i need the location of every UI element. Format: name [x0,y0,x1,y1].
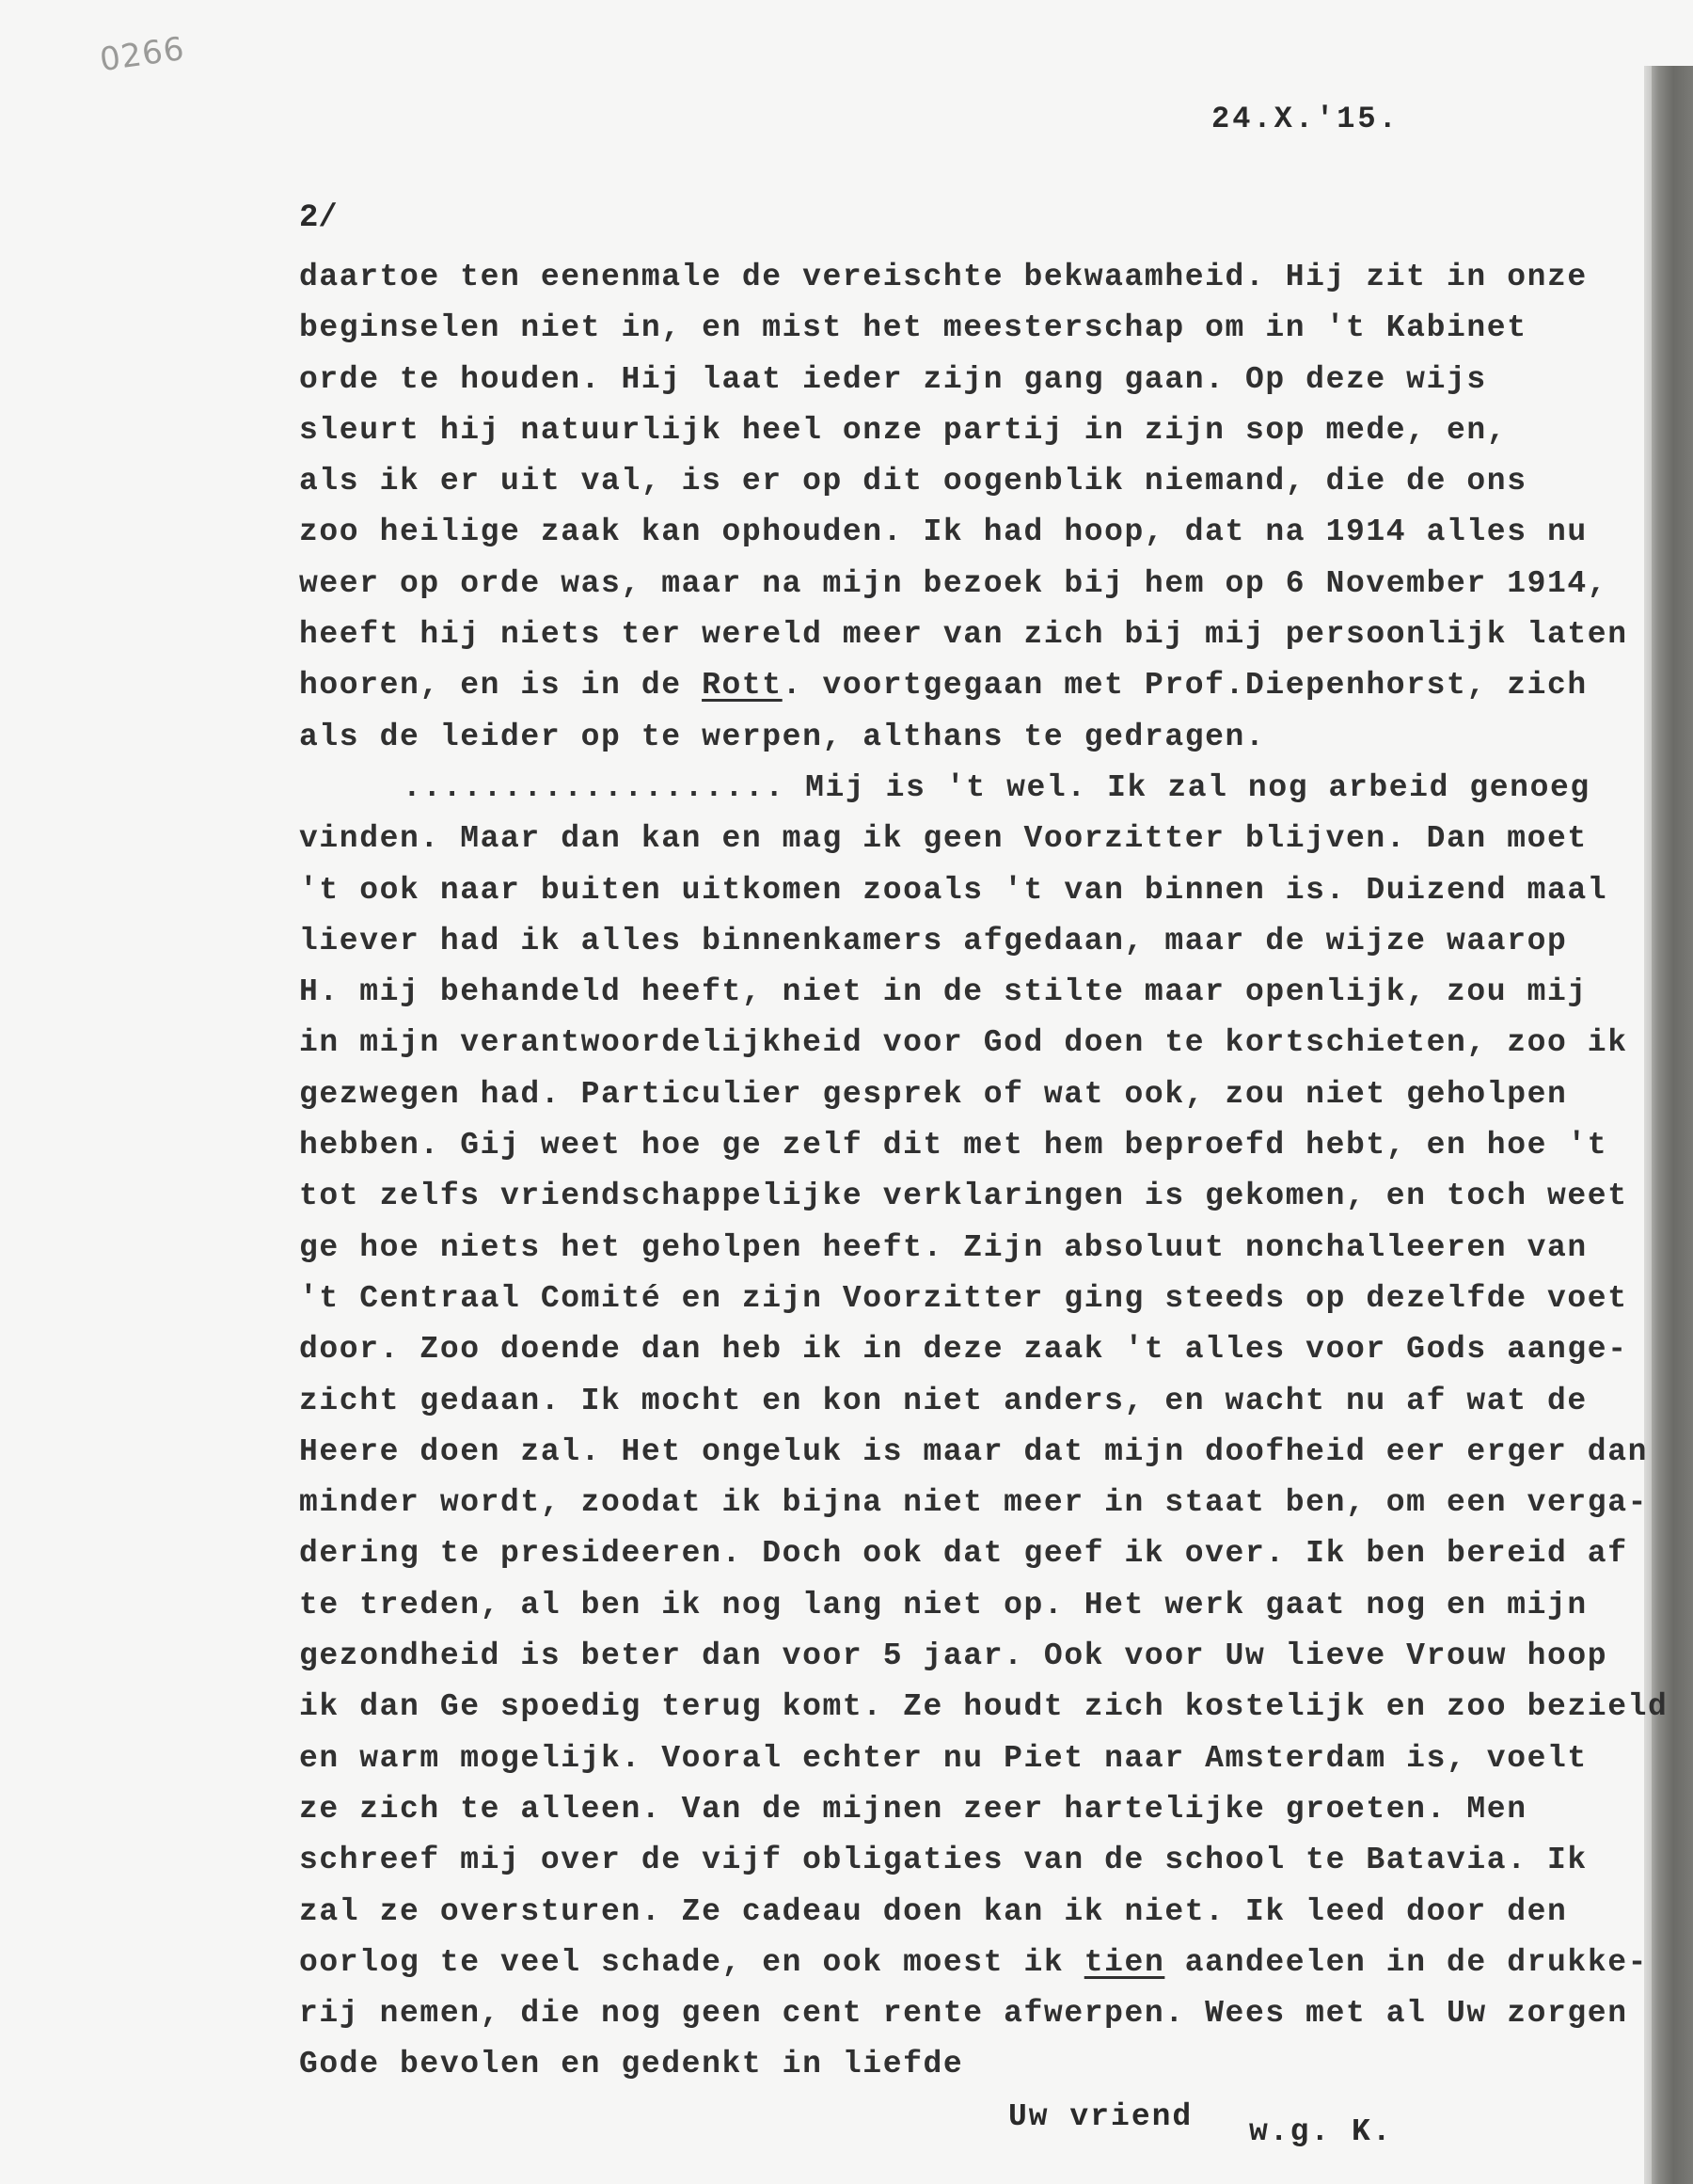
text-line [299,967,1653,1018]
text-line-content: liever had ik alles binnenkamers afgedaan, maar de wijze waarop [299,923,1568,958]
text-line [299,1631,1653,1682]
text-line [299,559,1653,609]
text-line [299,660,1653,711]
archive-number: 0266 [97,29,187,80]
text-line-content: 't Centraal Comité en zijn Voorzitter ging steeds op dezelfde voet [299,1280,1628,1316]
text-line-content: weer op orde was, maar na mijn bezoek bij hem op 6 November 1914, [299,565,1608,601]
text-line-content: in mijn verantwoordelijkheid voor God doen te kortschieten, zoo ik [299,1025,1628,1061]
underlined-word: tien [1084,1944,1165,1980]
text-line [299,456,1653,507]
text-line-content: orde te houden. Hij laat ieder zijn gang gaan. Op deze wijs [299,361,1487,397]
text-line-content: rij nemen, die nog geen cent rente afwerpen. Wees met al Uw zorgen [299,1996,1628,2032]
text-line [299,1887,1653,1938]
text-line-content: Heere doen zal. Het ongeluk is maar dat mijn doofheid eer erger dan [299,1433,1649,1469]
text-line [299,1274,1653,1324]
text-line [299,1324,1653,1375]
text-line-content: gezwegen had. Particulier gesprek of wat ook, zou niet geholpen [299,1076,1568,1112]
text-line-content: ge hoe niets het geholpen heeft. Zijn absoluut nonchalleeren van [299,1229,1588,1265]
text-line [299,865,1653,916]
text-line [299,1784,1653,1835]
text-line-content: tot zelfs vriendschappelijke verklaringen is gekomen, en toch weet [299,1179,1628,1214]
text-line-content: en warm mogelijk. Vooral echter nu Piet naar Amsterdam is, voelt [299,1740,1588,1776]
text-line [299,1069,1653,1120]
text-line-content: hooren, en is in de [299,668,703,704]
text-line [299,1580,1653,1631]
text-line-content: minder wordt, zoodat ik bijna niet meer in staat ben, om een verga- [299,1485,1649,1521]
text-line-content: sleurt hij natuurlijk heel onze partij in zijn sop mede, en, [299,412,1508,448]
text-line [299,916,1653,967]
text-line [299,1120,1653,1171]
text-line [299,609,1653,660]
text-line-content: gezondheid is beter dan voor 5 jaar. Ook voor Uw lieve Vrouw hoop [299,1638,1608,1674]
text-line-content: ze zich te alleen. Van de mijnen zeer hartelijke groeten. Men [299,1791,1527,1827]
text-line [299,1171,1653,1222]
text-line-content: hebben. Gij weet hoe ge zelf dit met hem beproefd hebt, en hoe 't [299,1128,1608,1163]
text-line [299,2039,1653,2090]
text-line-content: te treden, al ben ik nog lang niet op. Het werk gaat nog en mijn [299,1587,1588,1622]
text-line-content: 't ook naar buiten uitkomen zooals 't van binnen is. Duizend maal [299,872,1608,908]
text-line [299,355,1653,405]
text-line-content: ................... Mij is 't wel. Ik zal nog arbeid genoeg [403,769,1590,805]
text-line [299,303,1653,354]
text-line [299,1528,1653,1579]
text-line-content: oorlog te veel schade, en ook moest ik [299,1944,1084,1980]
text-line [299,712,1653,763]
text-line-content: daartoe ten eenenmale de vereischte bekwaamheid. Hij zit in onze [299,260,1588,294]
text-line-continuation: . voortgegaan met Prof.Diepenhorst, zich [782,668,1588,704]
text-line-content: vinden. Maar dan kan en mag ik geen Voorzitter blijven. Dan moet [299,821,1588,857]
page-number: 2/ [299,200,338,236]
letter-body [299,252,1669,2091]
text-line [299,1427,1653,1478]
text-line-content: als de leider op te werpen, althans te gedragen. [299,719,1266,754]
letter-date: 24.X.'15. [1211,102,1400,136]
text-line [299,1682,1669,1733]
text-line-content: schreef mij over de vijf obligaties van de school te Batavia. Ik [299,1843,1588,1878]
signature: w.g. K. [1249,2114,1393,2149]
text-line-content: zoo heilige zaak kan ophouden. Ik had hoop, dat na 1914 alles nu [299,514,1588,550]
text-line-continuation: aandeelen in de drukke- [1164,1944,1649,1980]
text-line [299,1376,1653,1427]
text-line-content: beginselen niet in, en mist het meesterschap om in 't Kabinet [299,310,1527,346]
text-line [299,507,1653,558]
text-line-content: dering te presideeren. Doch ook dat geef ik over. Ik ben bereid af [299,1536,1628,1572]
text-line-content: zal ze oversturen. Ze cadeau doen kan ik niet. Ik leed door den [299,1893,1568,1929]
text-line-content: door. Zoo doende dan heb ik in deze zaak 't alles voor Gods aange- [299,1332,1628,1368]
text-line-content: H. mij behandeld heeft, niet in de stilte maar openlijk, zou mij [299,974,1588,1010]
text-line [299,405,1653,456]
text-line-content: heeft hij niets ter wereld meer van zich bij mij persoonlijk laten [299,617,1628,653]
text-line [299,1478,1653,1528]
text-line [299,1733,1653,1784]
text-line [299,763,1653,814]
text-line-content: als ik er uit val, is er op dit oogenblik niemand, die de ons [299,464,1527,499]
underlined-word: Rott [702,668,783,704]
closing-phrase: Uw vriend [1008,2099,1194,2134]
text-line-content: Gode bevolen en gedenkt in liefde [299,2047,964,2082]
text-line [299,1223,1653,1274]
text-line [299,1018,1653,1068]
text-line [299,1988,1653,2039]
text-line [299,1835,1653,1886]
text-line [299,1938,1653,1988]
text-line-content: ik dan Ge spoedig terug komt. Ze houdt zich kostelijk en zoo bezield [299,1689,1669,1725]
text-line [299,814,1653,864]
text-line [299,252,1653,303]
text-line-content: zicht gedaan. Ik mocht en kon niet anders, en wacht nu af wat de [299,1383,1588,1418]
